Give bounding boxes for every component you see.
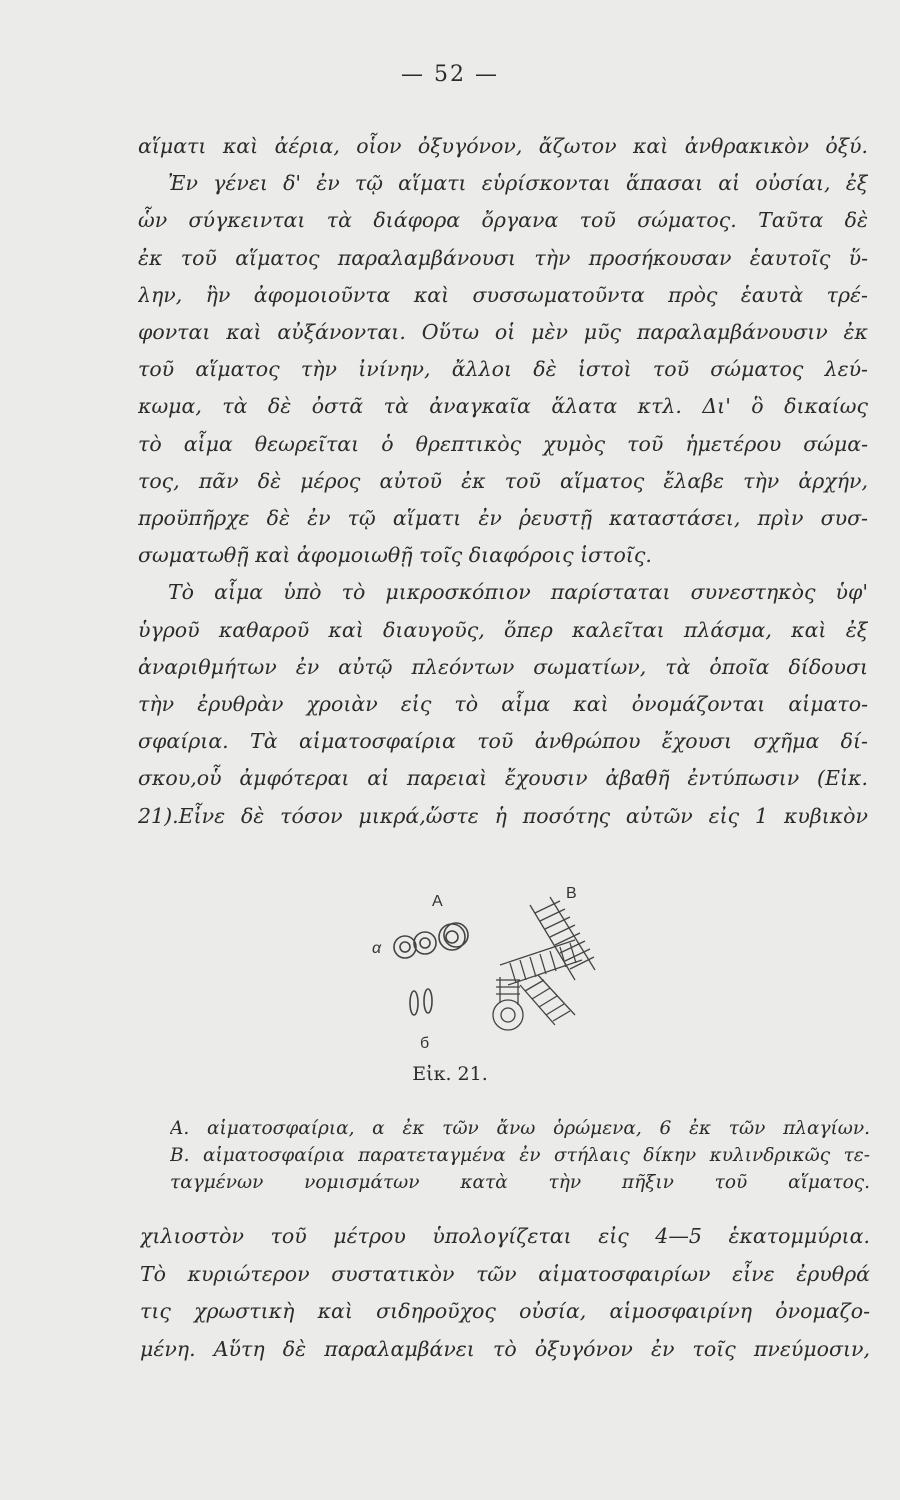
figure-label-alpha: α: [372, 940, 382, 957]
text-line: ἀναριθμήτων ἐν αὐτῷ πλεόντων σωματίων, τὰ ὁποῖα δίδουσι: [138, 654, 868, 679]
figure-legend: [170, 1115, 870, 1196]
continued-text-block: [140, 1218, 870, 1368]
text-line: αἵματι καὶ ἀέρια, οἷον ὀξυγόνον, ἄζωτον καὶ ἀνθρακικὸν ὀξύ.: [138, 134, 868, 158]
blood-cells-illustration: [370, 885, 600, 1065]
figure-label-b-lower: б: [420, 1035, 430, 1052]
text-line: τὴν ἐρυθρὰν χροιὰν εἰς τὸ αἷμα καὶ ὀνομάζονται αἱματο-: [138, 692, 868, 717]
text-line: Τὸ κυριώτερον συστατικὸν τῶν αἱματοσφαιρίων εἶνε ἐρυθρά: [140, 1261, 870, 1286]
legend-line: ταγμένων νομισμάτων κατὰ τὴν πῆξιν τοῦ αἵματος.: [170, 1172, 870, 1193]
text-line: Ἐν γένει δ' ἐν τῷ αἵματι εὑρίσκονται ἅπασαι αἱ οὐσίαι, ἐξ: [168, 171, 868, 196]
text-line: λην, ἣν ἀφομοιοῦντα καὶ συσσωματοῦντα πρὸς ἑαυτὰ τρέ-: [138, 282, 868, 307]
text-line: σκου,οὗ ἀμφότεραι αἱ παρειαὶ ἔχουσιν ἀβαθῆ ἐντύπωσιν (Εἰκ.: [138, 766, 868, 791]
page-number: — 52 —: [401, 62, 499, 87]
text-line: 21).Εἶνε δὲ τόσον μικρά,ὥστε ἡ ποσότης αὐτῶν εἰς 1 κυβικὸν: [138, 803, 868, 828]
text-line: σωματωθῇ καὶ ἀφομοιωθῇ τοῖς διαφόροις ἱστοῖς.: [138, 543, 652, 568]
main-text-block: [138, 128, 868, 835]
legend-line: B. αἱματοσφαίρια παρατεταγμένα ἐν στήλαις δίκην κυλινδρικῶς τε-: [170, 1145, 870, 1166]
blood-cells-figure: [370, 885, 600, 1065]
text-line: Τὸ αἷμα ὑπὸ τὸ μικροσκόπιον παρίσταται συνεστηκὸς ὑφ': [168, 580, 868, 605]
text-line: κωμα, τὰ δὲ ὀστᾶ τὰ ἀναγκαῖα ἅλατα κτλ. Δι' ὃ δικαίως: [138, 394, 868, 419]
text-line: τὸ αἷμα θεωρεῖται ὁ θρεπτικὸς χυμὸς τοῦ ἡμετέρου σώμα-: [138, 431, 868, 456]
text-line: τις χρωστικὴ καὶ σιδηροῦχος οὐσία, αἱμοσφαιρίνη ὀνομαζο-: [140, 1299, 870, 1323]
text-line: μένη. Αὕτη δὲ παραλαμβάνει τὸ ὀξυγόνον ἐν τοῖς πνεύμοσιν,: [140, 1336, 870, 1361]
legend-line: A. αἱματοσφαίρια, α ἐκ τῶν ἄνω ὁρώμενα, 6 ἐκ τῶν πλαγίων.: [170, 1118, 870, 1139]
text-line: ὧν σύγκεινται τὰ διάφορα ὄργανα τοῦ σώματος. Ταῦτα δὲ: [138, 208, 868, 233]
text-line: προϋπῆρχε δὲ ἐν τῷ αἵματι ἐν ῥευστῇ καταστάσει, πρὶν συσ-: [138, 506, 868, 531]
text-line: τος, πᾶν δὲ μέρος αὐτοῦ ἐκ τοῦ αἵματος ἔλαβε τὴν ἀρχήν,: [138, 468, 868, 493]
text-line: ὑγροῦ καθαροῦ καὶ διαυγοῦς, ὅπερ καλεῖται πλάσμα, καὶ ἐξ: [138, 617, 868, 642]
figure-label-a-upper: A: [432, 893, 443, 910]
text-line: χιλιοστὸν τοῦ μέτρου ὑπολογίζεται εἰς 4—5 ἑκατομμύρια.: [140, 1224, 870, 1248]
figure-caption: Εἰκ. 21.: [412, 1063, 488, 1085]
text-line: τοῦ αἵματος τὴν ἰνίνην, ἄλλοι δὲ ἱστοὶ τοῦ σώματος λεύ-: [138, 357, 868, 382]
text-line: σφαίρια. Τὰ αἱματοσφαίρια τοῦ ἀνθρώπου ἔχουσι σχῆμα δί-: [138, 729, 868, 754]
text-line: ἐκ τοῦ αἵματος παραλαμβάνουσι τὴν προσήκουσαν ἑαυτοῖς ὕ-: [138, 245, 868, 270]
figure-label-b-upper: B: [566, 885, 577, 902]
text-line: φονται καὶ αὐξάνονται. Οὕτω οἱ μὲν μῦς παραλαμβάνουσιν ἐκ: [138, 320, 868, 345]
